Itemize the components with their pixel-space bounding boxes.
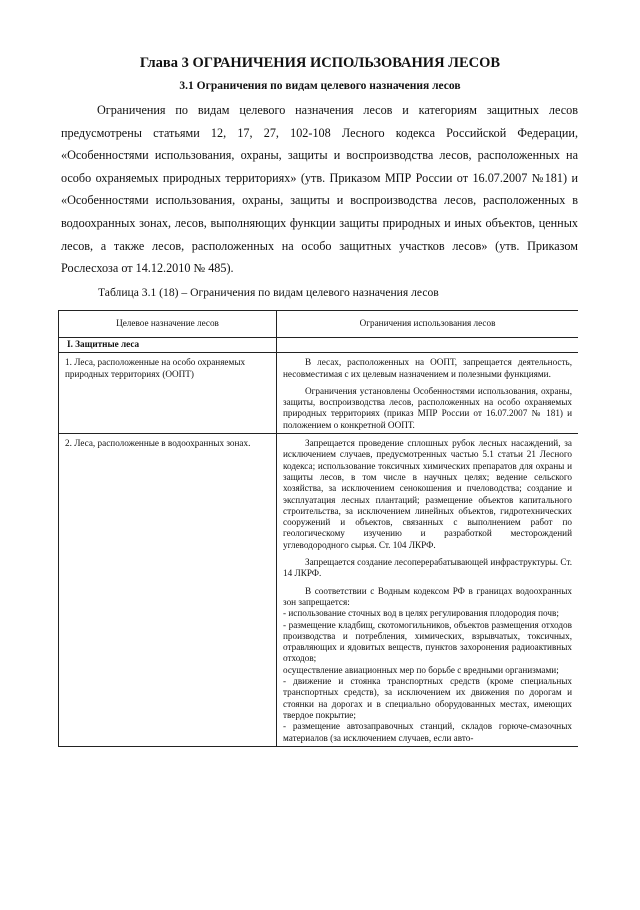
restriction-list-item: осуществление авиационных мер по борьбе с вредными организмами;: [283, 664, 559, 675]
purpose-cell: 1. Леса, расположенные на особо охраняемых природных территориях (ООПТ): [59, 353, 277, 434]
table-row: [59, 434, 579, 747]
header-purpose: Целевое назначение лесов: [59, 311, 277, 338]
restrictions-cell: [277, 353, 579, 434]
table-row: [59, 353, 579, 434]
table-group-row: [59, 338, 579, 353]
chapter-title: Глава 3 ОГРАНИЧЕНИЯ ИСПОЛЬЗОВАНИЯ ЛЕСОВ: [139, 55, 501, 71]
restriction-list-item: - движение и стоянка транспортных средств (кроме специальных транспортных средств), за исключением их движения по дорогам и стоянки на дорогах и в специально оборудованных местах, имеющих твердое покрытие;: [283, 676, 572, 720]
intro-paragraph: Ограничения по видам целевого назначения лесов и категориям защитных лесов предусмотрены статьями 12, 17, 27, 102-108 Лесного кодекса Российской Федерации, «Особенностями использования, охраны, защиты и воспроизводства лесов, расположенных на особо охраняемых природных территориях» (утв. Приказом МПР России от 16.07.2007 №181) и «Особенностями использования, охраны, защиты и воспроизводства лесов, расположенных в водоохранных зонах, лесов, выполняющих функции защиты природных и иных объектов, ценных лесов, а также лесов, расположенных на особо защитных участков лесов» (утв. Приказом Рослесхоза от 14.12.2010 № 485).: [61, 103, 578, 276]
restriction-list-item: - размещение автозаправочных станций, складов горюче-смазочных материалов (за исключением случаев, если авто-: [283, 721, 572, 743]
restrictions-table: [58, 310, 578, 747]
group-empty-cell: [277, 338, 579, 353]
restriction-paragraph: В лесах, расположенных на ООПТ, запрещается деятельность, несовместимая с их целевым назначением и полезными функциями.: [283, 357, 572, 379]
restriction-paragraph: В соответствии с Водным кодексом РФ в границах водоохранных зон запрещается:: [283, 585, 572, 607]
restriction-paragraph: Ограничения установлены Особенностями использования, охраны, защиты, воспроизводства лесов, расположенных на особо охраняемых природных территориях (приказ МПР России от 16.07.2007 № 181) и положением о конкретной ООПТ.: [283, 385, 572, 430]
table-header-row: [59, 311, 579, 338]
section-title: 3.1 Ограничения по видам целевого назначения лесов: [179, 80, 461, 92]
restrictions-table-container: [58, 310, 578, 910]
restriction-paragraph: Запрещается создание лесоперерабатывающей инфраструктуры. Ст. 14 ЛКРФ.: [283, 557, 572, 579]
group-label: I. Защитные леса: [59, 338, 277, 353]
restrictions-cell: [277, 434, 579, 747]
header-restrictions: Ограничения использования лесов: [277, 311, 579, 338]
restriction-list-item: - размещение кладбищ, скотомогильников, объектов размещения отходов производства и потребления, химических, взрывчатых, токсичных, отравляющих и ядовитых веществ, пунктов захоронения радиоактивных отходов;: [283, 619, 572, 664]
restriction-paragraph: Запрещается проведение сплошных рубок лесных насаждений, за исключением случаев, предусмотренных частью 5.1 статьи 21 Лесного кодекса; использование токсичных химических препаратов для охраны и защиты лесов, в том числе в научных целях; ведение сельского хозяйства, за исключением сенокошения и пчеловодства; создание и эксплуатация лесных плантаций; размещение объектов капитального строительства, за исключением линейных объектов, гидротехнических сооружений и объектов, связанных с выполнением работ по геологическому изучению и разработкой месторождений углеводородного сырья. Ст. 104 ЛКРФ.: [283, 438, 572, 550]
table-caption: Таблица 3.1 (18) – Ограничения по видам целевого назначения лесов: [98, 286, 439, 299]
restriction-list-item: - использование сточных вод в целях регулирования плодородия почв;: [283, 608, 559, 619]
purpose-cell: 2. Леса, расположенные в водоохранных зонах.: [59, 434, 277, 747]
